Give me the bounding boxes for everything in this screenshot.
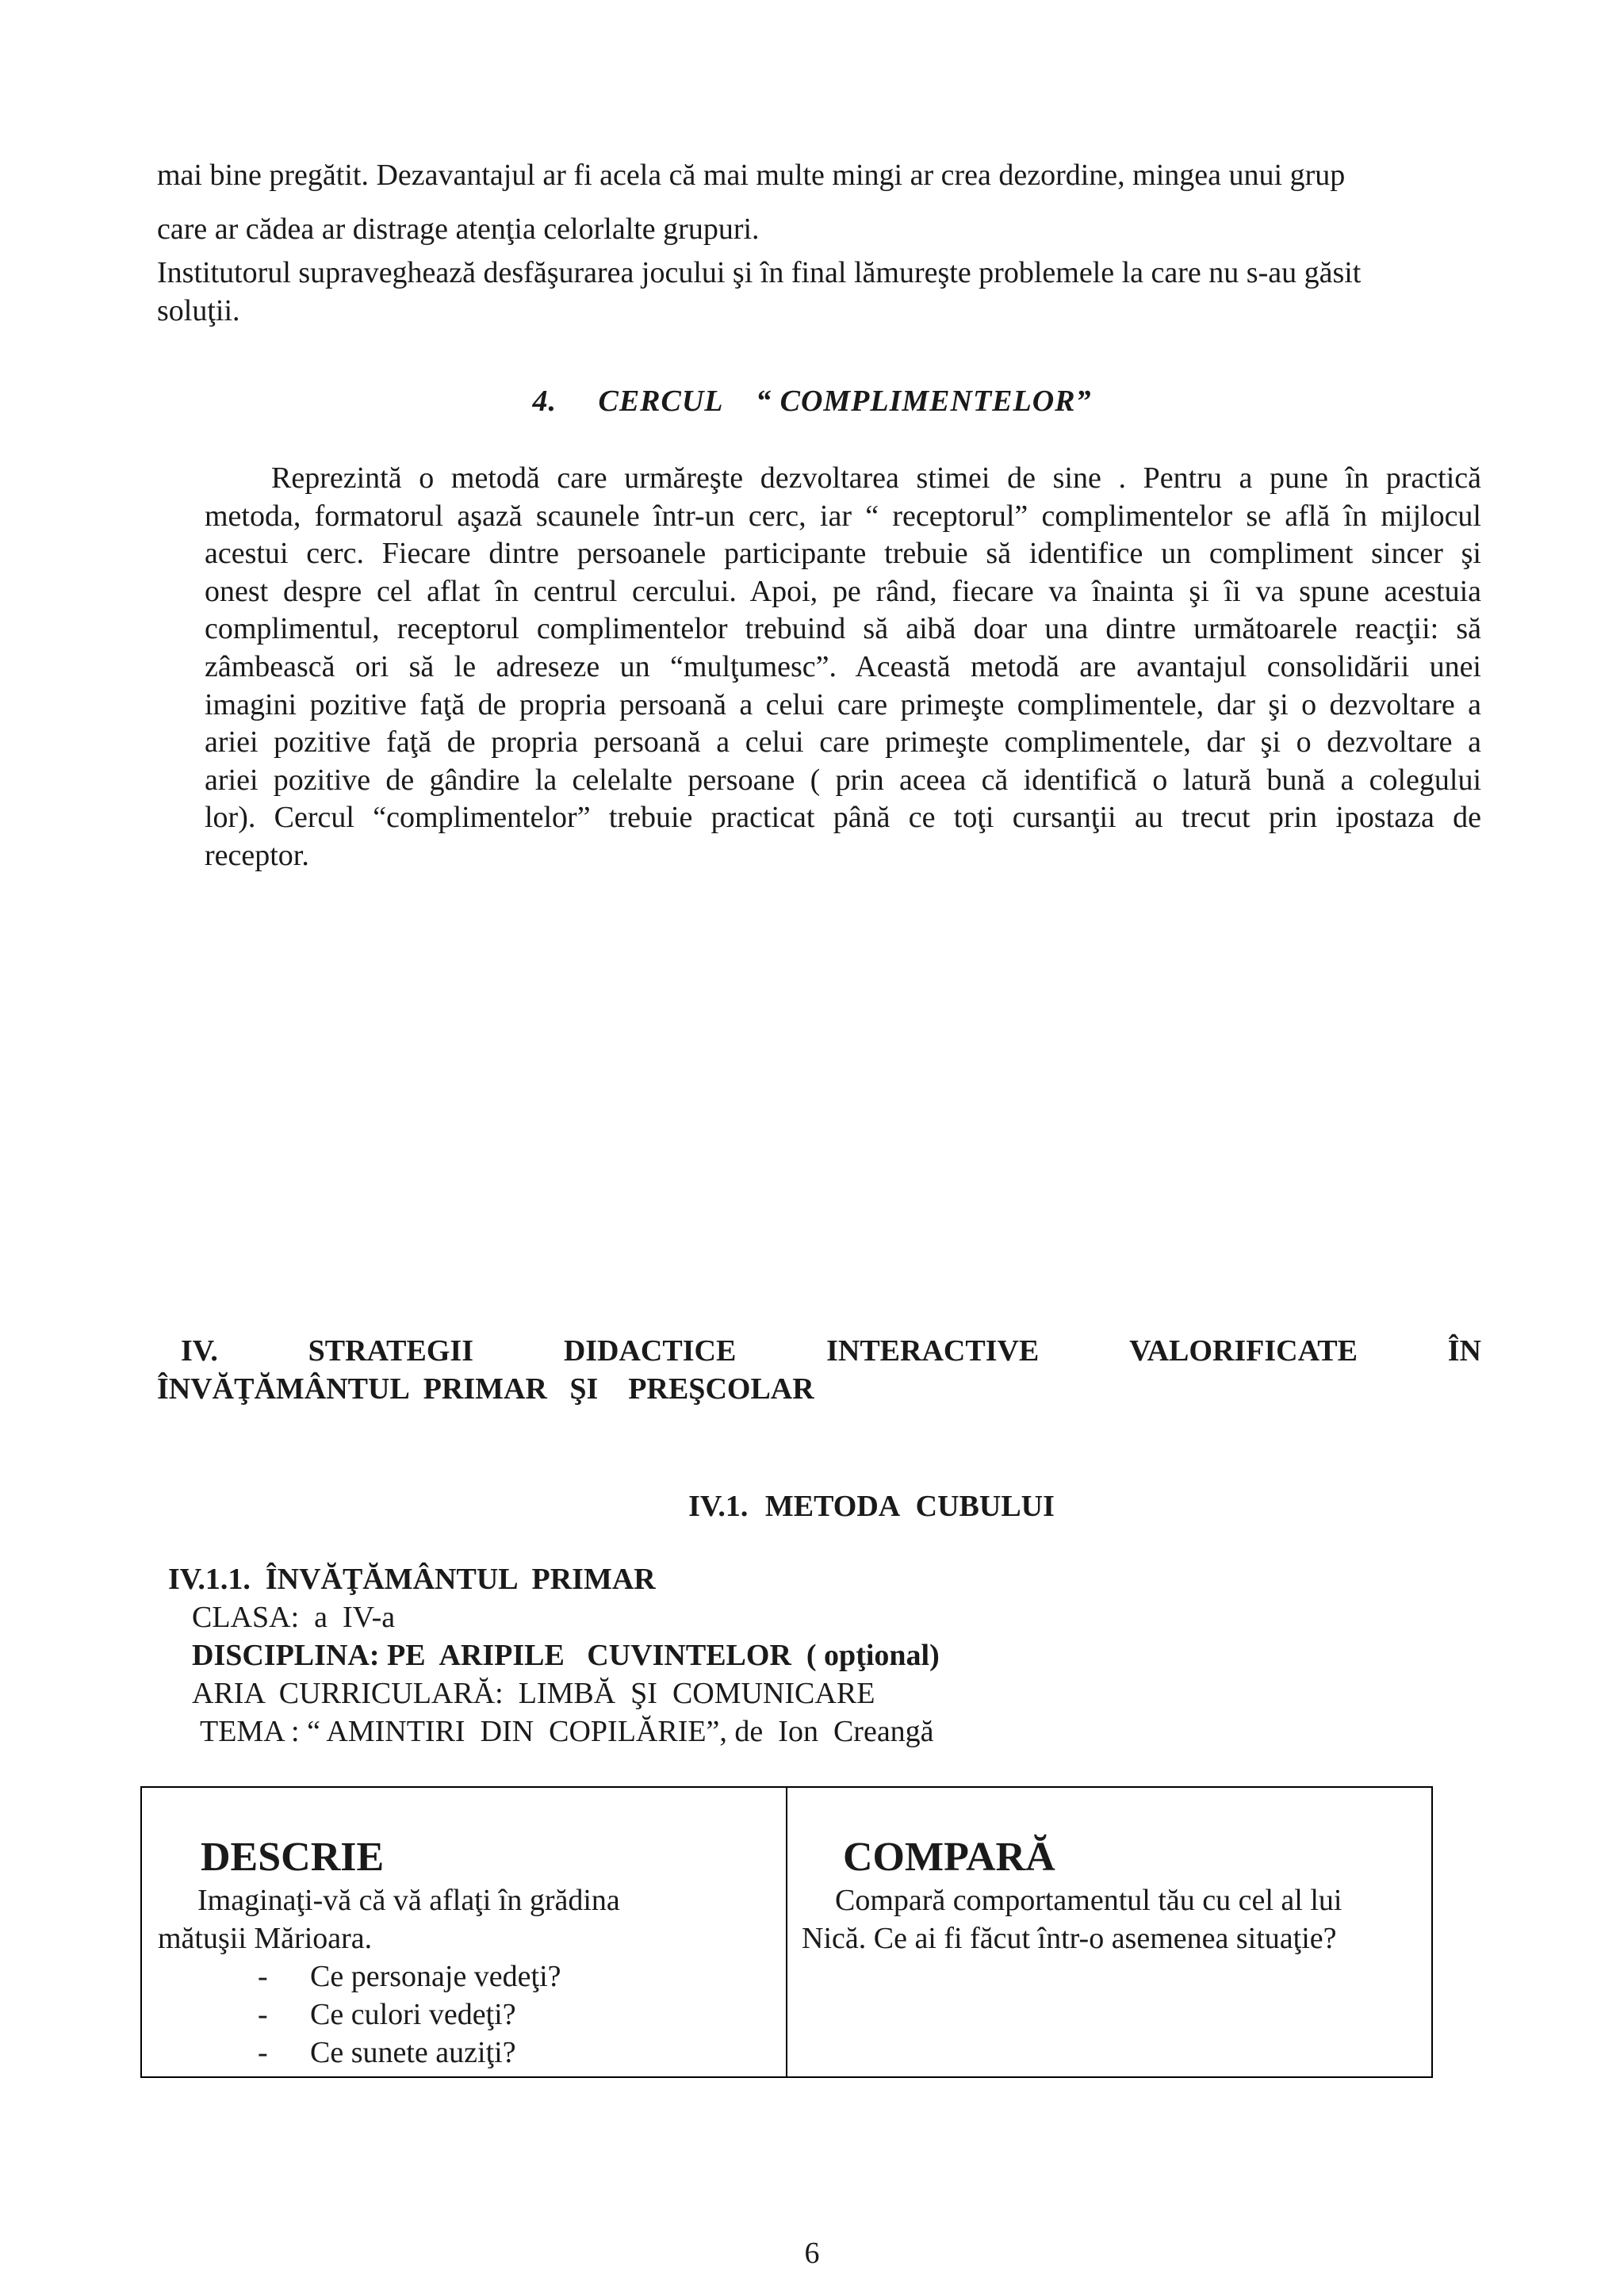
- cube-table-row: [141, 1787, 1432, 2077]
- chapter-word: VALORIFICATE: [1129, 1334, 1358, 1368]
- describe-text-line-2: mătuşii Mărioara.: [158, 1922, 373, 1955]
- chapter-word: IV.: [181, 1334, 218, 1368]
- compare-title: COMPARĂ: [843, 1835, 1055, 1880]
- chapter-heading: [157, 1332, 1481, 1408]
- describe-cell: [141, 1787, 787, 2077]
- lesson-level-heading: IV.1.1. ÎNVĂŢĂMÂNTUL PRIMAR: [168, 1563, 656, 1596]
- describe-text-line-1: Imaginaţi-vă că vă aflaţi în grădina: [197, 1884, 620, 1917]
- chapter-word: ÎN: [1447, 1334, 1481, 1368]
- intro-line-4: soluţii.: [157, 294, 240, 327]
- subsection-title: IV.1. METODA CUBULUI: [688, 1490, 1055, 1523]
- describe-title: DESCRIE: [201, 1835, 385, 1880]
- describe-question-text: Ce personaje vedeţi?: [310, 1960, 561, 1993]
- lesson-discipline: DISCIPLINA: PE ARIPILE CUVINTELOR ( opţional): [192, 1639, 940, 1672]
- describe-question: [142, 2034, 786, 2072]
- describe-question-text: Ce sunete auziţi?: [310, 2036, 516, 2069]
- cube-method-table: [140, 1786, 1433, 2078]
- chapter-word: INTERACTIVE: [826, 1334, 1040, 1368]
- compare-cell: [787, 1787, 1432, 2077]
- chapter-heading-row-1: [157, 1332, 1481, 1370]
- page-number: 6: [804, 2237, 820, 2270]
- intro-line-1: mai bine pregătit. Dezavantajul ar fi acela că mai multe mingi ar crea dezordine, mingea unui grup: [157, 159, 1346, 192]
- describe-question: [142, 1996, 786, 2034]
- chapter-word: STRATEGII: [308, 1334, 474, 1368]
- intro-line-2: care ar cădea ar distrage atenţia celorlalte grupuri.: [157, 212, 760, 246]
- intro-line-3: Institutorul supraveghează desfăşurarea jocului şi în final lămureşte problemele la care nu s-au găsit: [157, 256, 1362, 289]
- lesson-info: [168, 1560, 940, 1751]
- describe-question: [142, 1957, 786, 1996]
- describe-question-text: Ce culori vedeţi?: [310, 1998, 516, 2031]
- chapter-word: DIDACTICE: [563, 1334, 737, 1368]
- intro-paragraph: [157, 152, 1481, 330]
- lesson-class: CLASA: a IV-a: [192, 1601, 396, 1634]
- dash-bullet: -: [258, 2036, 268, 2069]
- lesson-theme: TEMA : “ AMINTIRI DIN COPILĂRIE”, de Ion Creangă: [200, 1715, 934, 1748]
- lesson-curricular-area: ARIA CURRICULARĂ: LIMBĂ ŞI COMUNICARE: [192, 1677, 875, 1710]
- dash-bullet: -: [258, 1960, 268, 1993]
- dash-bullet: -: [258, 1998, 268, 2031]
- chapter-heading-row-2: ÎNVĂŢĂMÂNTUL PRIMAR ŞI PREŞCOLAR: [157, 1372, 814, 1406]
- compare-text-line-2: Nică. Ce ai fi făcut într-o asemenea situaţie?: [802, 1922, 1337, 1955]
- section-heading: 4. CERCUL “ COMPLIMENTELOR”: [532, 385, 1092, 418]
- section-paragraph: Reprezintă o metodă care urmăreşte dezvoltarea stimei de sine . Pentru a pune în practică metoda, formatorul aşază scaunele într-un cerc, iar “ receptorul” complimentelor se află în mijlocul acestui cerc. Fiecare dintre persoanele participante trebuie să identifice un compliment sincer şi onest despre cel aflat în centrul cercului. Apoi, pe rând, fiecare va înainta şi îi va spune acestuia complimentul, receptorul complimentelor trebuind să aibă doar una dintre următoarele reacţii: să zâmbească ori să le adreseze un “mulţumesc”. Această metodă are avantajul consolidării unei imagini pozitive faţă de propria persoană a celui care primeşte complimentele, dar şi o dezvoltare a ariei pozitive faţă de propria persoană a celui care primeşte complimentele, dar şi o dezvoltare a ariei pozitive de gândire la celelalte persoane ( prin aceea că identifică o latură bună a colegului lor). Cercul “complimentelor” trebuie practicat până ce toţi cursanţii au trecut prin ipostaza de receptor.: [205, 461, 1481, 872]
- compare-text-line-1: Compară comportamentul tău cu cel al lui: [835, 1884, 1342, 1917]
